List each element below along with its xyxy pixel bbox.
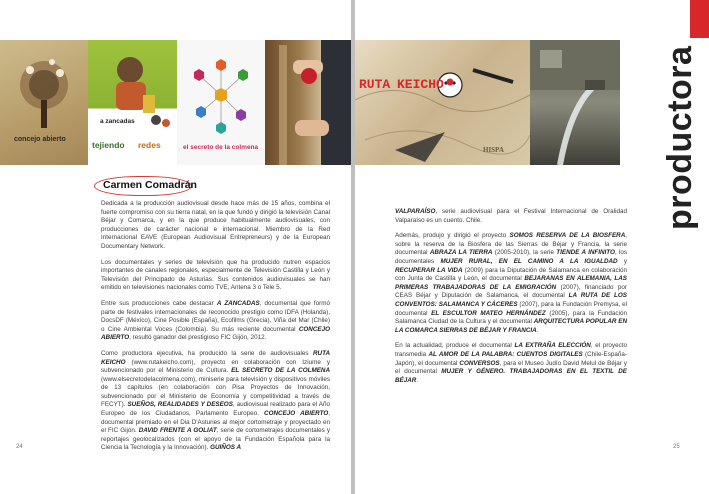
production-title: A ZANCADAS <box>216 299 260 307</box>
paragraph-text: En la actualidad, produce el documental <box>395 342 515 350</box>
paragraph-text: , audiovisual realizado para el Año Europeo de los Ciudadanos, Parlamento Europeo. <box>101 401 330 418</box>
paragraph-text: Entre sus producciones cabe destacar <box>101 299 217 307</box>
production-title: GUIÑOS A <box>210 444 242 452</box>
production-title: ABRAZA LA TIERRA <box>429 249 493 257</box>
production-title: MUJER RURAL, EN EL CAMINO A LA IGUALDAD <box>440 257 618 265</box>
concejo-caption: concejo abierto <box>14 136 66 143</box>
keicho-caption: KEICHO <box>397 77 444 92</box>
production-title: RUTA KEICHO <box>101 349 330 366</box>
paragraph-text: , serie de cortometrajes documentales y reportajes geolocalizados (con el apoyo de la Fundación Española para la Ciencia la Tecnología y la Innovación). <box>101 427 330 452</box>
ruta-caption: RUTA <box>359 77 391 92</box>
hand-with-flower-icon <box>265 40 351 165</box>
production-title: VALPARAÍSO <box>395 208 436 215</box>
a-zancadas-poster <box>88 40 177 165</box>
paragraph-text: y <box>617 257 627 265</box>
hispa-caption: HISPA <box>483 146 504 154</box>
left-photo-strip <box>0 40 351 165</box>
hands-photo <box>265 40 351 165</box>
colmena-caption: el secreto de la colmena <box>183 144 259 151</box>
paragraph-text: , documental que formó parte de festivales internacionales de reconocido prestigio como IDFA (Holanda), DocsDF (México), Cine Posible (España), Ecofilms (Grecia), Viña del Mar (Chile) o Cine Ambiental Voces (Colombia). Su más reciente documental <box>101 299 331 333</box>
red-section-tab <box>690 0 709 38</box>
paragraph-text: (2005-2010), la serie <box>492 249 557 257</box>
production-title: EL ESCULTOR MATEO HERNÁNDEZ <box>431 309 546 317</box>
body-paragraph <box>101 350 330 453</box>
paragraph-text: . <box>416 376 419 384</box>
paragraph-text: Dedicada a la producción audiovisual desde hace más de 15 años, combina el fuerte compromiso con su tierra natal, en la que fundó y dirigió la televisión Canal Béjar y Comarca, y en la que produce habitualmente audiovisuales, con producciones de carácter nacional e internacional. Miembro de la Red Internacional EAVE (European Audiovisual Entrepreneurs) y de la European Documentary Network. <box>101 200 330 250</box>
body-paragraph <box>101 200 330 252</box>
right-body-text <box>395 208 627 392</box>
production-title: LA EXTRAÑA ELECCIÓN <box>514 342 591 350</box>
tree-illustration-icon <box>0 40 88 165</box>
redes-caption: redes <box>138 140 161 150</box>
paragraph-text: (2009) para la Diputación de Salamanca en colaboración con Junta de Castilla y León, el documental <box>395 266 627 283</box>
production-title: CONCEJO ABIERTO <box>264 410 329 418</box>
production-title: LA RUTA DE LOS CONVENTOS: SALAMANCA Y CÁCERES <box>395 292 627 308</box>
right-photo-strip <box>355 40 620 165</box>
paragraph-text: (2007), financiado por CEAS Béjar y Diputación de Salamanca, el documental <box>395 283 627 300</box>
production-title: CONCEJO ABIERTO <box>101 325 330 342</box>
paragraph-text: (www.elsecretodelacolmena.com), miniserie para televisión y dispositivos móviles de 13 capítulos (en colaboración con Pisa Proyectos de Innovación, subvencionado por el Ministerio de Economía y competitividad a través de FECYT). <box>101 375 330 409</box>
body-paragraph <box>395 342 627 385</box>
paragraph-text: , documental premiado en el Dia D'Asturies al mejor cortometraje y proyectado en el FIC Gijón. <box>101 410 330 435</box>
paragraph-text: Como productora ejecutiva, ha producido la serie de audiovisuales <box>101 349 313 357</box>
production-title: EL SECRETO DE LA COLMENA <box>231 367 331 375</box>
production-title: CONVERSOS <box>459 359 500 367</box>
body-paragraph <box>395 232 627 335</box>
body-paragraph <box>101 300 330 343</box>
paragraph-text: , serie audiovisual para el Festival Internacional de Oralidad Valparaíso es un cuento. Chile. <box>395 208 627 224</box>
paragraph-text: , el proyecto transmedia <box>395 342 627 358</box>
right-page <box>355 0 709 494</box>
production-title: TIENDE A INFINITO <box>556 249 615 257</box>
paragraph-text: (2007), para la Fundación Premysa, el documental <box>395 300 627 317</box>
water-spout-icon <box>530 40 620 165</box>
page-number-left: 24 <box>16 444 23 450</box>
tejiendo-caption: tejiendo <box>92 140 125 150</box>
paragraph-text: (Chile-España-Japón), el documental <box>395 350 628 367</box>
body-paragraph <box>101 259 330 293</box>
production-title: BEJARANAS EN ALEMANIA, LAS PRIMERAS TRABAJADORAS DE LA EMIGRACIÓN <box>395 275 627 291</box>
concejo-abierto-poster <box>0 40 88 165</box>
left-page <box>0 0 351 494</box>
paragraph-text: . <box>536 326 539 334</box>
paragraph-text: , resultó ganador del prestigioso FIC Gijón, 2012. <box>129 334 267 342</box>
paragraph-text: , los documentales <box>395 249 627 265</box>
page-number-right: 25 <box>673 444 680 450</box>
paragraph-text: , para el Museo Judío David Melul de Béjar y el documental <box>395 359 627 376</box>
production-title: MUJER Y GÉNERO. TRABAJADORAS EN EL TEXTIL DE BÉJAR <box>395 368 627 384</box>
paragraph-text: (2005), para la Fundación Salamanca Ciudad de la Cultura y el documental <box>395 309 627 326</box>
paragraph-text: Los documentales y series de televisión que ha producido nutren espacios importantes de canales regionales, especialmente de Televisión Castilla y León y Televisión del Principado de Asturias. Sus contenidos audiovisuales se han emitido en televisiones nacionales como TVE, Antena 3 o Tele 5. <box>101 258 330 292</box>
paragraph-text: (www.rutakeicho.com), proyecto en colaboración con Iziume y subvencionado por el Ministerio de Cultura. <box>101 358 330 375</box>
production-title: RECUPERAR LA VIDA <box>395 266 463 274</box>
left-body-text <box>101 200 330 460</box>
production-title: AL AMOR DE LA PALABRA: CUENTOS DIGITALES <box>428 350 583 358</box>
production-title: SUEÑOS, REALIDADES Y DESEOS <box>127 401 233 409</box>
water-fountain-photo <box>530 40 620 165</box>
body-paragraph <box>395 208 627 225</box>
section-title: productora <box>661 45 699 230</box>
production-title: SOMOS RESERVA DE LA BIOSFERA <box>509 232 626 240</box>
paragraph-text: , sobre la reserva de la Biosfera de las Sierras de Béjar y Francia, la serie documental <box>395 232 627 257</box>
ruta-keicho-map-poster <box>355 40 530 165</box>
zancadas-caption: a zancadas <box>100 118 135 125</box>
production-title: ARQUITECTURA POPULAR EN LA COMARCA SIERRAS DE BÉJAR Y FRANCIA <box>395 318 628 334</box>
paragraph-text: Además, produjo y dirigió el proyecto <box>395 232 510 240</box>
heading-text: Carmen Comadrán <box>103 179 197 191</box>
el-secreto-de-la-colmena-poster <box>177 40 265 165</box>
production-title: DAVID FRENTE A GOLIAT <box>138 427 217 435</box>
name-heading <box>94 176 197 196</box>
